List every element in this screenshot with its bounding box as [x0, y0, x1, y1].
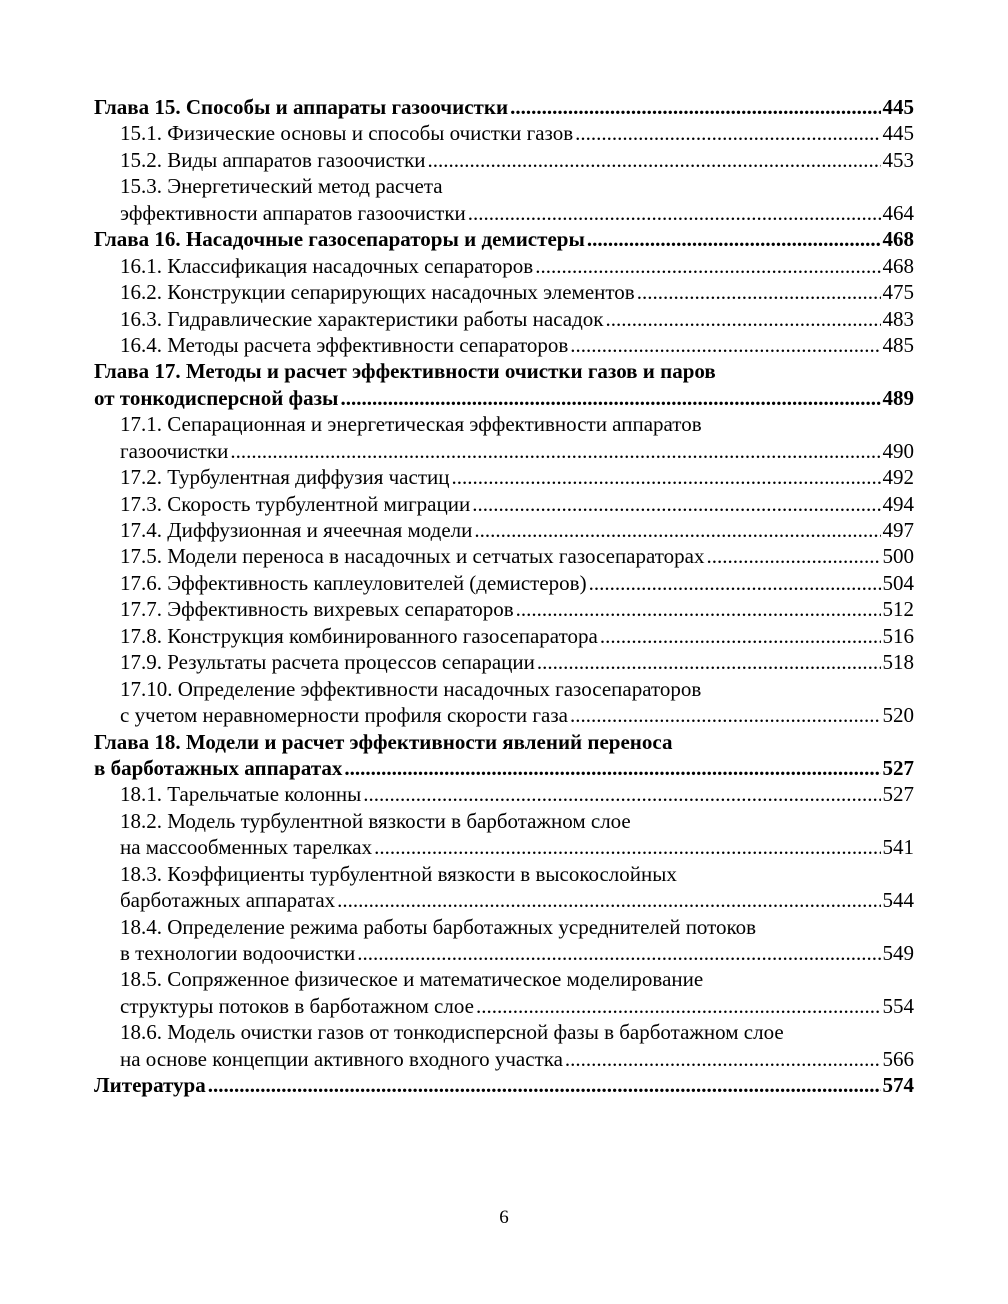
toc-page-number: 483: [882, 306, 914, 331]
toc-entry-title: в технологии водоочистки: [120, 941, 356, 965]
toc-section-line: [94, 438, 914, 464]
toc-entry-title: 16.4. Методы расчета эффективности сепараторов: [120, 332, 569, 357]
toc-entry-title: 18.6. Модель очистки газов от тонкодисперсной фазы в барботажном слое: [120, 1020, 784, 1045]
toc-section-line: [94, 279, 914, 305]
toc-page-number: 490: [882, 438, 914, 463]
toc-entry-title: в барботажных аппаратах: [94, 755, 343, 780]
toc-entry-title: 17.6. Эффективность каплеуловителей (демистеров): [120, 570, 587, 595]
toc-page-number: 500: [882, 544, 914, 569]
toc-section-line: [94, 781, 914, 807]
toc-section-line: [94, 570, 914, 596]
toc-entry-title: 15.3. Энергетический метод расчета: [120, 174, 443, 199]
toc-page-number: 464: [882, 200, 914, 225]
toc-dot-leader: [468, 200, 881, 226]
toc-section-line: [94, 596, 914, 622]
toc-page-number: 566: [882, 1046, 914, 1071]
toc-page-number: 497: [882, 518, 914, 542]
toc-entry-title: 18.2. Модель турбулентной вязкости в барботажном слое: [120, 808, 631, 833]
toc-section-line: [94, 543, 914, 569]
toc-entry-title: 17.5. Модели переноса в насадочных и сетчатых газосепараторах: [120, 544, 705, 569]
table-of-contents: [94, 94, 914, 1099]
toc-entry-title: Глава 15. Способы и аппараты газоочистки: [94, 95, 509, 119]
toc-page-number: 574: [882, 1073, 914, 1098]
toc-dot-leader: [570, 332, 880, 358]
toc-dot-leader: [340, 385, 880, 411]
toc-dot-leader: [428, 147, 881, 173]
toc-dot-leader: [363, 781, 880, 807]
toc-page-number: 445: [882, 121, 914, 146]
toc-entry-title: 18.3. Коэффициенты турбулентной вязкости в высокослойных: [120, 861, 677, 886]
toc-chapter-line: [94, 385, 914, 411]
toc-entry-title: 18.4. Определение режима работы барботажных усреднителей потоков: [120, 914, 757, 939]
toc-page-number: 541: [882, 835, 914, 860]
toc-entry-title: 17.7. Эффективность вихревых сепараторов: [120, 597, 514, 622]
toc-chapter-line: [94, 1072, 914, 1098]
toc-entry-title: 17.1. Сепарационная и энергетическая эффективности аппаратов: [120, 412, 702, 437]
toc-section-line: [94, 993, 914, 1019]
toc-section-line: [94, 411, 914, 437]
toc-page-number: 527: [882, 782, 914, 807]
toc-entry-title: Глава 16. Насадочные газосепараторы и демистеры: [94, 227, 585, 252]
page-number: 6: [499, 1207, 509, 1228]
toc-entry-title: Глава 18. Модели и расчет эффективности явлений переноса: [94, 729, 673, 754]
toc-section-line: [94, 834, 914, 860]
toc-section-line: [94, 1046, 914, 1072]
toc-dot-leader: [707, 543, 881, 569]
toc-page-number: 516: [882, 623, 914, 648]
toc-dot-leader: [208, 1072, 881, 1098]
toc-dot-leader: [472, 491, 880, 517]
toc-entry-title: эффективности аппаратов газоочистки: [120, 200, 466, 225]
toc-entry-title: 17.10. Определение эффективности насадочных газосепараторов: [120, 676, 702, 701]
toc-dot-leader: [587, 226, 881, 252]
toc-page-number: 475: [882, 280, 914, 305]
toc-entry-title: 16.3. Гидравлические характеристики работы насадок: [120, 306, 604, 331]
toc-entry-title: 18.1. Тарельчатые колонны: [120, 782, 362, 807]
toc-entry-title: газоочистки: [120, 438, 229, 463]
toc-entry-title: 17.3. Скорость турбулентной миграции: [120, 491, 471, 516]
toc-entry-title: на основе концепции активного входного участка: [120, 1046, 563, 1071]
toc-section-line: [94, 120, 914, 146]
toc-entry-title: на массообменных тарелках: [120, 835, 373, 860]
toc-dot-leader: [474, 517, 880, 543]
toc-entry-title: Глава 17. Методы и расчет эффективности очистки газов и паров: [94, 359, 716, 384]
toc-page-number: 468: [882, 227, 914, 252]
toc-entry-title: 18.5. Сопряженное физическое и математическое моделирование: [120, 967, 704, 992]
toc-section-line: [94, 966, 914, 992]
toc-dot-leader: [570, 702, 881, 728]
toc-page-number: 445: [882, 95, 914, 119]
toc-section-line: [94, 702, 914, 728]
toc-page-number: 527: [882, 755, 914, 780]
toc-section-line: [94, 517, 914, 543]
toc-dot-leader: [451, 464, 880, 490]
toc-dot-leader: [606, 306, 881, 332]
toc-page-number: 512: [882, 597, 914, 622]
toc-entry-title: 16.2. Конструкции сепарирующих насадочных элементов: [120, 280, 635, 305]
toc-dot-leader: [476, 993, 881, 1019]
toc-section-line: [94, 491, 914, 517]
toc-dot-leader: [575, 120, 880, 146]
toc-dot-leader: [230, 438, 880, 464]
toc-section-line: [94, 306, 914, 332]
toc-chapter-line: [94, 729, 914, 755]
toc-page-number: 544: [882, 888, 914, 913]
toc-entry-title: с учетом неравномерности профиля скорости газа: [120, 703, 568, 728]
toc-section-line: [94, 147, 914, 173]
toc-dot-leader: [510, 94, 880, 120]
toc-dot-leader: [337, 887, 880, 913]
toc-entry-title: 15.1. Физические основы и способы очистки газов: [120, 121, 574, 146]
toc-page-number: 468: [882, 253, 914, 278]
toc-section-line: [94, 940, 914, 966]
toc-page-number: 489: [882, 385, 914, 410]
toc-section-line: [94, 173, 914, 199]
toc-section-line: [94, 861, 914, 887]
toc-dot-leader: [516, 596, 881, 622]
toc-dot-leader: [637, 279, 881, 305]
toc-page-number: 554: [882, 993, 914, 1018]
toc-entry-title: 16.1. Классификация насадочных сепараторов: [120, 253, 534, 278]
toc-section-line: [94, 676, 914, 702]
toc-entry-title: 15.2. Виды аппаратов газоочистки: [120, 147, 426, 172]
toc-section-line: [94, 253, 914, 279]
toc-entry-title: 17.9. Результаты расчета процессов сепарации: [120, 650, 535, 675]
toc-section-line: [94, 887, 914, 913]
toc-entry-title: 17.4. Диффузионная и ячеечная модели: [120, 518, 473, 542]
toc-entry-title: 17.8. Конструкция комбинированного газосепаратора: [120, 623, 598, 648]
toc-dot-leader: [537, 649, 881, 675]
toc-page-number: 485: [882, 332, 914, 357]
toc-page-number: 494: [882, 491, 914, 516]
toc-section-line: [94, 623, 914, 649]
toc-chapter-line: [94, 358, 914, 384]
toc-dot-leader: [589, 570, 881, 596]
toc-dot-leader: [357, 940, 880, 966]
toc-section-line: [94, 1019, 914, 1045]
toc-dot-leader: [344, 755, 880, 781]
toc-entry-title: структуры потоков в барботажном слое: [120, 993, 474, 1018]
toc-entry-title: барботажных аппаратах: [120, 888, 336, 913]
toc-page-number: 504: [882, 570, 914, 595]
toc-section-line: [94, 332, 914, 358]
toc-section-line: [94, 464, 914, 490]
toc-chapter-line: [94, 94, 914, 120]
toc-section-line: [94, 808, 914, 834]
toc-section-line: [94, 914, 914, 940]
toc-page-number: 453: [882, 147, 914, 172]
toc-page-number: 518: [882, 650, 914, 675]
toc-section-line: [94, 200, 914, 226]
toc-page-number: 520: [882, 703, 914, 728]
toc-page-number: 492: [882, 465, 914, 490]
toc-chapter-line: [94, 755, 914, 781]
toc-entry-title: от тонкодисперсной фазы: [94, 385, 339, 410]
toc-dot-leader: [374, 834, 880, 860]
toc-chapter-line: [94, 226, 914, 252]
toc-dot-leader: [535, 253, 880, 279]
toc-section-line: [94, 649, 914, 675]
toc-dot-leader: [600, 623, 881, 649]
toc-page-number: 549: [882, 941, 914, 965]
toc-dot-leader: [565, 1046, 881, 1072]
toc-entry-title: Литература: [94, 1073, 206, 1098]
toc-entry-title: 17.2. Турбулентная диффузия частиц: [120, 465, 450, 490]
